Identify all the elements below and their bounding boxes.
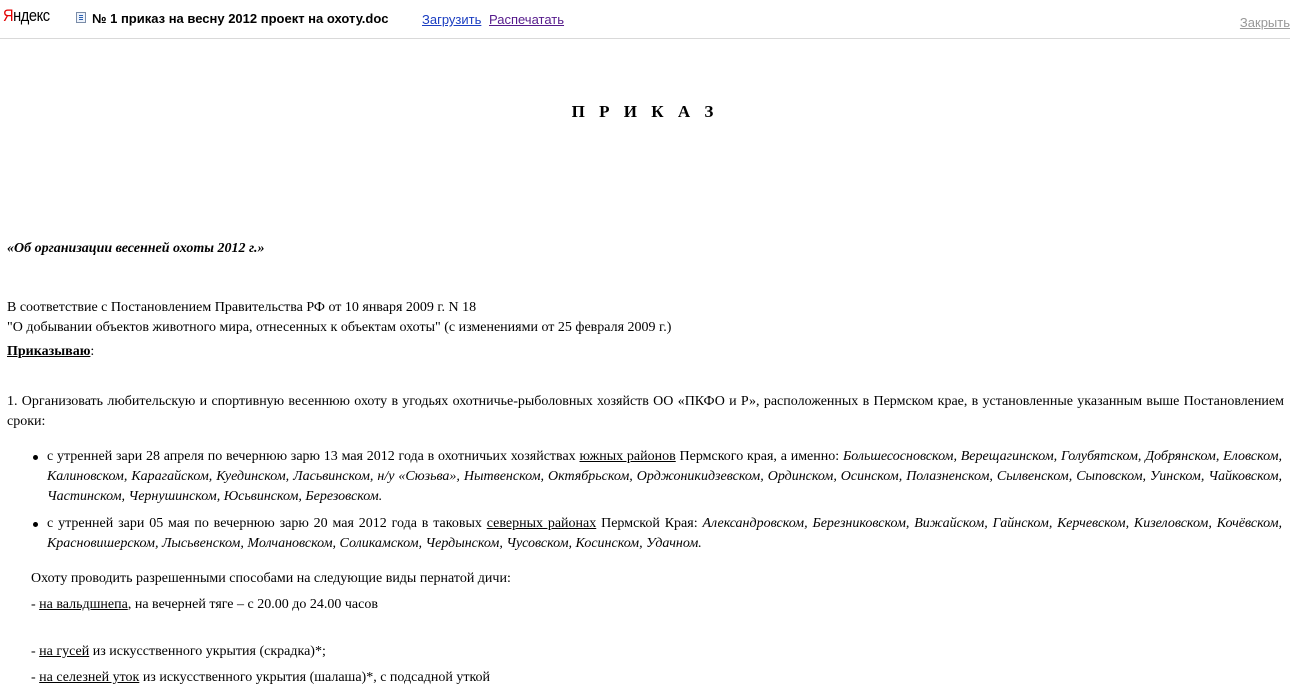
hunt-intro: Охоту проводить разрешенными способами на следующие виды пернатой дичи: xyxy=(31,571,511,586)
print-link[interactable]: Распечатать xyxy=(489,12,565,27)
hunt-dash: - xyxy=(31,597,40,612)
bullet-text: Пермской Края: xyxy=(596,516,703,531)
hunt-item xyxy=(31,597,378,613)
bullet-text: с утренней зари 05 мая по вечернюю зарю 20 мая 2012 года в таковых xyxy=(47,516,487,531)
legal-basis xyxy=(7,298,671,338)
game-species: на вальдшнепа xyxy=(39,597,128,612)
close-link[interactable]: Закрыть xyxy=(1239,15,1290,30)
basis-line-1: В соответствие с Постановлением Правительства РФ от 10 января 2009 г. N 18 xyxy=(7,300,477,315)
order-colon: : xyxy=(90,344,95,359)
word-doc-icon xyxy=(76,12,86,23)
basis-line-2: "О добывании объектов животного мира, отнесенных к объектам охоты" (с изменениями от 25 февраля 2009 г.) xyxy=(7,320,672,335)
hunt-details: , на вечерней тяге – с 20.00 до 24.00 часов xyxy=(127,597,378,612)
document-title: № 1 приказ на весну 2012 проект на охоту.doc xyxy=(92,11,389,26)
hunt-dash: - xyxy=(31,670,40,685)
season-list xyxy=(30,447,1282,561)
hunt-item xyxy=(31,644,326,660)
viewer-toolbar xyxy=(0,0,1290,39)
order-word-text: Приказываю xyxy=(7,344,91,359)
list-item xyxy=(30,514,1282,554)
hunt-dash: - xyxy=(31,644,40,659)
hunt-details: из искусственного укрытия (скрадка)*; xyxy=(89,644,326,659)
district-list: Большесосновском, Верещагинском, Голубятском, Добрянском, Еловском, Калиновском, Карагайском, Куединском, Ласьвинском, н/у «Сюзьва», Нытвенском, Октябрьском, Орджоникидзевском, Ординском, Осинском, Полазненском, Сылвенском, Сыповском, Уинском, Чайковском, Частинском, Чернушинском, Юсьвинском, Березовском. xyxy=(47,449,1282,504)
hunt-item xyxy=(31,670,490,686)
region-label: северных районах xyxy=(486,516,597,531)
order-word xyxy=(7,344,94,360)
list-item xyxy=(30,447,1282,507)
game-species: на гусей xyxy=(39,644,90,659)
document-heading: П Р И К А З xyxy=(571,102,719,121)
hunt-details: из искусственного укрытия (шалаша)*, с подсадной уткой xyxy=(139,670,491,685)
bullet-text: Пермского края, а именно: xyxy=(675,449,843,464)
point-1: 1. Организовать любительскую и спортивную весеннюю охоту в угодьях охотничье-рыболовных хозяйств ОО «ПКФО и Р», расположенных в Пермском крае, в установленные указанным выше Постановлением сроки: xyxy=(7,394,1284,429)
game-species: на селезней уток xyxy=(39,670,140,685)
document-subject: «Об организации весенней охоты 2012 г.» xyxy=(7,241,265,256)
region-label: южных районов xyxy=(579,449,676,464)
yandex-logo[interactable] xyxy=(3,6,50,26)
bullet-text: с утренней зари 28 апреля по вечернюю зарю 13 мая 2012 года в охотничьих хозяйствах xyxy=(47,449,580,464)
district-list: Александровском, Березниковском, Вижайском, Гайнском, Керчевском, Кизеловском, Кочёвском, Красновишерском, Лысьвенском, Молчановском, Соликамском, Чердынском, Чусовском, Косинском, Удачном. xyxy=(47,516,1283,551)
logo-rest: ндекс xyxy=(13,6,50,25)
download-link[interactable]: Загрузить xyxy=(422,12,482,27)
logo-first-letter: Я xyxy=(3,6,14,25)
